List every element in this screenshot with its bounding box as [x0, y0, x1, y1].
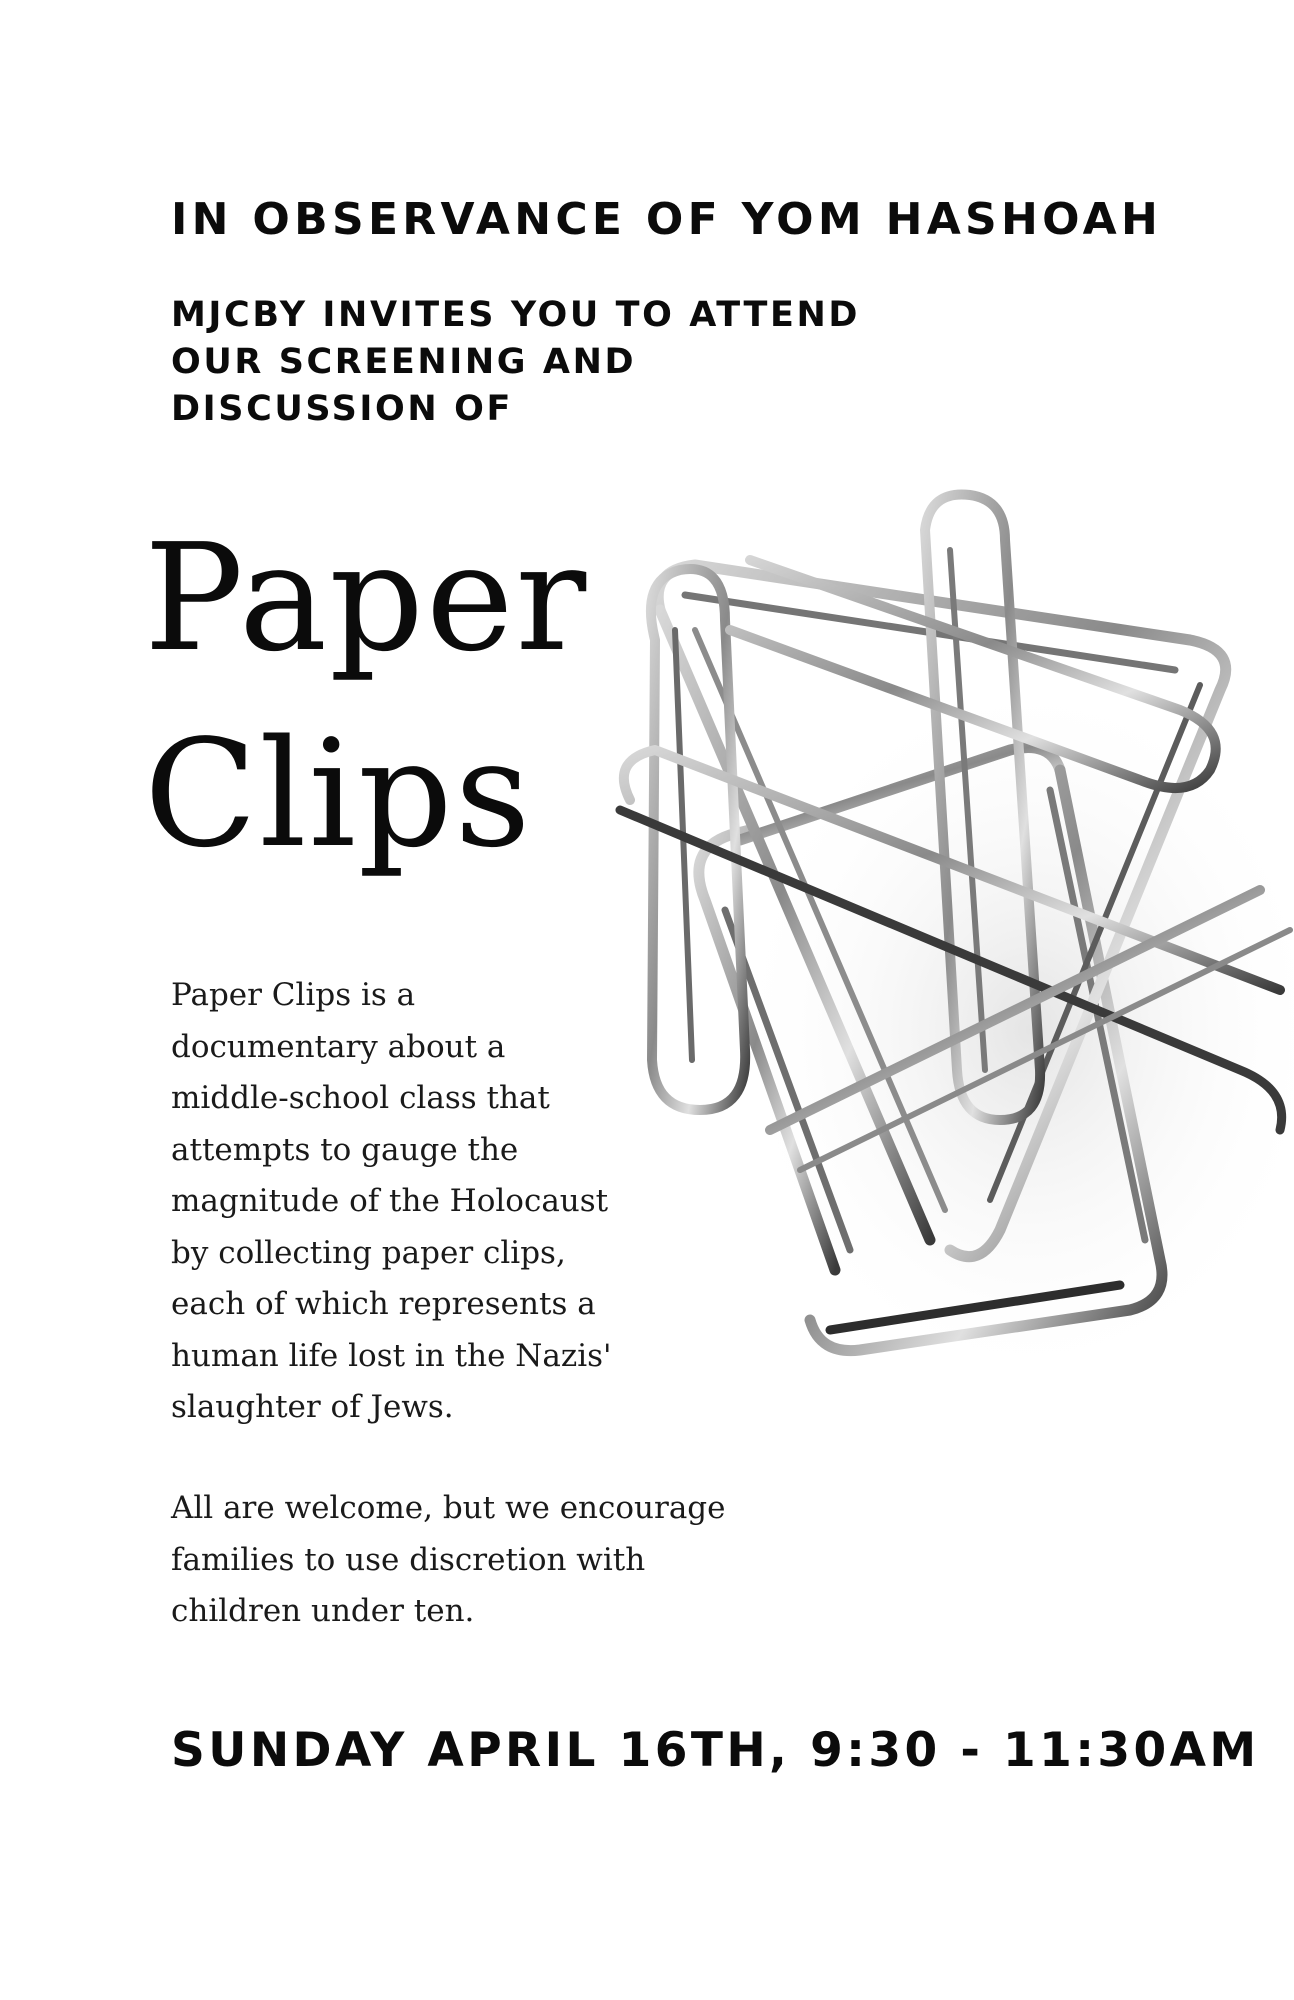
description-line: human life lost in the Nazis': [171, 1337, 612, 1374]
film-title-line: Clips: [144, 708, 533, 880]
invitation-line: OUR SCREENING AND: [171, 342, 637, 382]
welcome-line: children under ten.: [171, 1593, 475, 1629]
welcome-line: All are welcome, but we encourage: [171, 1490, 726, 1526]
description-line: by collecting paper clips,: [171, 1234, 566, 1271]
description-line: slaughter of Jews.: [171, 1389, 454, 1425]
description-line: magnitude of the Holocaust: [171, 1183, 609, 1219]
description-line: middle-school class that: [171, 1080, 550, 1116]
description-line: attempts to gauge the: [171, 1131, 519, 1168]
event-datetime: SUNDAY APRIL 16TH, 9:30 - 11:30AM: [171, 1723, 1260, 1778]
description-line: documentary about a: [171, 1028, 506, 1065]
film-title-line: Paper: [144, 512, 589, 684]
description-line: each of which represents a: [171, 1286, 596, 1322]
welcome-note: [171, 1483, 871, 1638]
description-line: Paper Clips is a: [171, 977, 416, 1013]
welcome-line: families to use discretion with: [171, 1541, 646, 1578]
film-description: [171, 970, 731, 1434]
invitation-line: MJCBY INVITES YOU TO ATTEND: [171, 295, 861, 335]
invitation-line: DISCUSSION OF: [171, 389, 513, 429]
invitation-text: [171, 292, 871, 433]
observance-heading: IN OBSERVANCE OF YOM HASHOAH: [171, 194, 1163, 245]
